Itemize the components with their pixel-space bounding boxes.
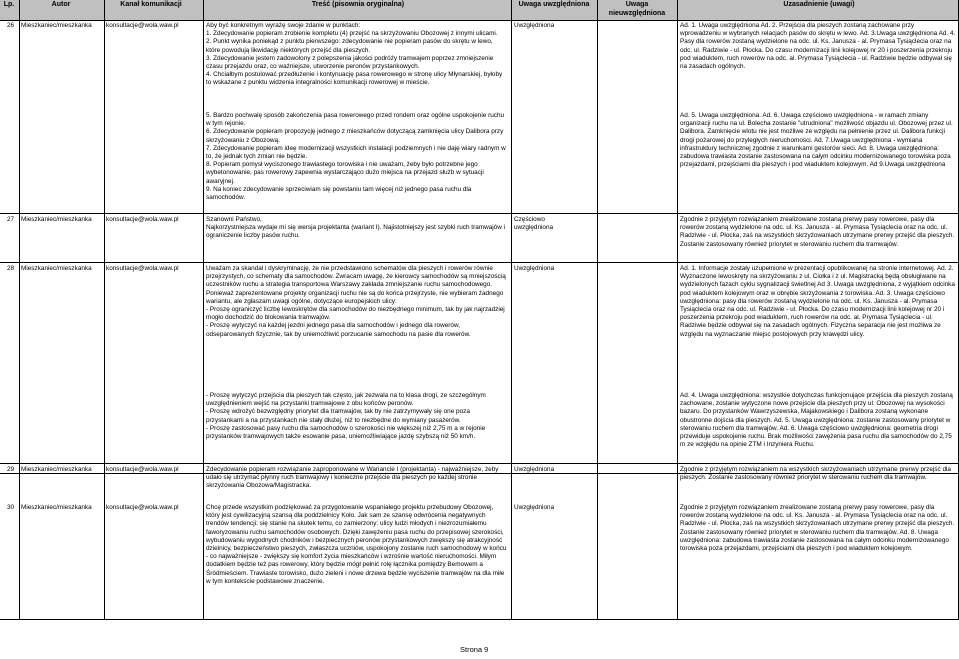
header-uzasadnienie: Uzasadnienie (uwagi) bbox=[783, 1, 855, 8]
row-tresc: Szanowni Państwo, Najkorzystniejsza wydaje mi się wersja projektanta (wariant I). Najistotniejszy jest szybki ruch tramwajów i ograniczenie liczby pasów ruchu. bbox=[206, 216, 506, 240]
grid-line bbox=[597, 0, 598, 619]
header-lp: Lp. bbox=[3, 1, 15, 8]
row-divider bbox=[0, 213, 959, 214]
grid-line bbox=[19, 0, 20, 619]
row-divider bbox=[0, 619, 959, 620]
row-uwaga: Uwzględniona bbox=[514, 504, 555, 511]
row-autor: Mieszkaniec/mieszkanka bbox=[21, 22, 92, 29]
row-lp: 26 bbox=[7, 22, 15, 29]
header-uwaga-uwzgledniona: Uwaga uwzględniona bbox=[518, 1, 590, 8]
grid-line bbox=[203, 0, 204, 619]
grid-line bbox=[104, 0, 105, 619]
row-autor: Mieszkaniec/mieszkanka bbox=[21, 466, 92, 473]
row-uzasadnienie: Zgodnie z przyjętym rozwiązaniem na wszystkich skrzyżowaniach utrzymane prerwy przejść dla pieszych. Zostanie zastosowany również priorytet w sterowaniu ruchem dla tramwajów. bbox=[680, 466, 953, 482]
table-header bbox=[0, 0, 959, 21]
row-uzasadnienie: Ad. 1. Informacje zostały uzupełnione w prezentacji opublikowanej na stronie internetowej. Ad. 2. Wyznaczone lewoskręty na skrzyżowaniu z ul. Ciołka i z ul. Magistracką będą obsługiwane na wydzielonych fazach cyklu sygnalizacji świetlnej Ad 3. Uwaga uwzględniona, z wyjątkiem odcinka pod wiaduktem kolejowym oraz w obrębie skrzyżowania z torowiska. Ad. 3. Uwaga częściowo uwzględniona: pasy dla rowerów zostaną wydzielone na odc. ul. Ks. Janusza - al. Prymasa Tysiąclecia oraz na odc. ul. Radziwie - ul. Płocka. Do czasu modernizacji linii kolejowej nr 20 i poszerzenia przekroju pod wiaduktem, ruch rowerów na odc. al. Prymasa Tysiąclecia - ul. Radziwie będzie odbywał się na zasadach ogólnych. Fizyczna separacja nie jest możliwa ze względu na wyznaczanie miejsc postojowych przy krawędzi ulicy. bbox=[680, 265, 957, 338]
row-uzasadnienie: Zgodnie z przyjętym rozwiązaniem zrealizowane zostaną prerwy pasy rowerowe, pasy dla rowerów zostaną wydzielone na odc. ul. Ks. Janusza - al. Prymasa Tysiąclecia oraz na odc. ul. Radziwie - ul. Płocka, zaś na wszystkich skrzyżowaniach utrzymane prerwy przejść dla pieszych. Zostanie zastosowany również priorytet w sterowaniu ruchem dla tramwajów. Ad. 8. Uwaga uwzględniona: zabudowa trawiasta zostanie zastosowana na całym odcinku modernizowanego torowiska poza przejazdami, przejściami dla pieszych i pod wiaduktem kolejowym. bbox=[680, 504, 956, 553]
row-autor: Mieszkaniec/mieszkanka bbox=[21, 504, 92, 511]
row-kanal: konsultacje@wola.waw.pl bbox=[106, 265, 179, 272]
row-uzasadnienie: Ad. 1. Uwaga uwzględniona Ad. 2. Przejścia dla pieszych zostaną zachowane przy wprowadzeniu w wybranych relacjach pasów do skrętu w lewo. Ad. 3.Uwaga uwzględniona Ad. 4. Pasy dla rowerów zostaną wydzielone na odc. ul. Ks. Janusza - al. Prymasa Tysiąclecia oraz na odc. ul. Radziwie - ul. Płocka. Do czasu modernizacji linii kolejowej nr 20 i poszerzenia przekroju pod wiaduktem, ruch rowerów na odc. al. Prymasa Tysiąclecia - ul. Radziwie będzie odbywał się na zasadach ogólnych. bbox=[680, 22, 958, 71]
row-tresc: Zdecydowanie popieram rozwiązanie zaproponowane w Wariancie I (projektanta) - najważniejsze, żeby udało się utrzymać płynny ruch tramwajowy i konieczne przejście dla pieszych po każdej stronie skrzyżowania Obozowa/Magistracka. bbox=[206, 466, 501, 490]
row-uwaga: Uwzględniona bbox=[514, 22, 555, 29]
row-tresc: Uważam za skandal i dyskryminację, że nie przedstawiono schematów dla pieszych i rowerów równie przejrzystych, co schematy dla samochodów. Zwracam uwagę, że kierowcy samochodów są mniejszością uczestników ruchu a strategia transportowa Warszawy zakłada zmniejszanie ruchu samochodowego. Ponieważ zaprezentowane projekty organizacji ruchu nie są do końca przejrzyste, nie wybieram żadnego wariantu, ale zgłaszam uwagi ogólne, dotyczące europejskich ulicy: - Proszę ograniczyć liczbę lewoskrętów dla samochodów do niezbędnego minimum, tak by jak najrzadziej mogło dochodzić do blokowania tramwajów. - Proszę wytyczyć na każdej jezdni jednego pasa dla samochodów i jednego dla rowerów, odseparowanych fizycznie, tak by uniemożliwić porzucanie samochodu na pasie dla rowerów. bbox=[206, 265, 506, 338]
grid-line bbox=[511, 0, 512, 619]
row-kanal: konsultacje@wola.waw.pl bbox=[106, 466, 179, 473]
row-uzasadnienie-continued: Ad. 4. Uwaga uwzględniona: wszystkie dotychczas funkcjonujące przejścia dla pieszych zostaną zachowane, zostanie wytyczone nowe przejście dla pieszych przy ul. Obozowej na wysokości bazaru. Do przystanków Wawrzyszewska, Majakowskiego i Dalibora zostaną wykonane obustronne dojścia dla pieszych. Ad. 5. Uwaga uwzględniona: zostanie zastosowany priorytet w sterowaniu ruchem dla tramwajów. Ad. 6. Uwaga częściowo uwzględniona: geometria drogi przewiduje uspokojenie ruchu. Brak możliwości zawężenia pasa ruchu dla samochodów do 2,75 m ze względu na opinie ZTM i Inzyniera Ruchu. bbox=[680, 392, 955, 449]
row-divider bbox=[0, 262, 959, 263]
row-lp: 30 bbox=[7, 504, 15, 511]
grid-line bbox=[677, 0, 678, 619]
header-uwaga-nieuwzgledniona: Uwaga nieuwzględniona bbox=[608, 1, 666, 17]
row-tresc: Chcę przede wszystkim podziękować za przygotowanie wspaniałego projektu przebudowy Obozowej, który jest cywilizacyjną szansą dla poddzielnicy Koło. Jak sam ze szansę odwrócenia negatywnych trendów tendencji: się stanie na skutek temu, co zamierzony: ulicy ludzi młodych i niezrozumiałemu faworyzowaniu ruchu samochodów osobowych. Dzięki zawężeniu pasa ruchu do przepisowej szerokości, wybudowaniu wygodnych chodników i bezpiecznych peronów przystankowych zwiększy się atrakcyjność dzielnicy, bezpieczeństwo pieszych, zwłaszcza uczniów, uspokojony zostanie ruch samochodowy w końcu - co najważniejsze - zwiększy się komfort życia mieszkańców i wzrośnie wartość nieruchomości. Miłym dodatkiem będzie też pas rowerowy, który będzie mógł pełnić rolę łącznika pomiędzy Bemowem a Śródmieściem. Trawiaste torowisko, dużo zieleni i nowe drzewa będzie wyciszenie tramwajów na dla miłe w tym kontekście podstawowe znaczenie. bbox=[206, 504, 509, 585]
header-autor: Autor bbox=[51, 1, 71, 8]
row-divider bbox=[0, 463, 959, 464]
row-kanal: konsultacje@wola.waw.pl bbox=[106, 216, 179, 223]
row-autor: Mieszkaniec/mieszkanka bbox=[21, 216, 92, 223]
row-kanal: konsultacje@wola.waw.pl bbox=[106, 22, 179, 29]
row-autor: Mieszkaniec/mieszkanka bbox=[21, 265, 92, 272]
header-kanal: Kanał komunikacji bbox=[120, 1, 182, 8]
row-lp: 29 bbox=[7, 466, 15, 473]
row-uwaga: Częściowo uwzględniona bbox=[514, 216, 554, 232]
row-uwaga: Uwzględniona bbox=[514, 265, 555, 272]
row-lp: 27 bbox=[7, 216, 15, 223]
row-tresc: Aby być konkretnym wyrażę swoje zdanie w punktach: 1. Zdecydowanie popieram zrobienie kompletu (4) przejść na skrzyżowaniu Obozowej z innymi ulicami. 2. Punkt wynika poniekąd z punktu pierwszego: zdecydowanie nie popieram pasów do skrętu w lewo, które powodują likwidację niektórych przejść dla pieszych. 3. Zdecydowanie jestem zadowolony z polepszenia jakości podróży tramwajem poprzez zmniejszenie czasu przejazdu oraz, co ważniejsze, utworzenie peronów przystankowych. 4. Chciałbym postulować przedłużenie i kontynuację pasa rowerowego w stronę ulicy Młynarskiej, byłoby to wskazane z punktu widzenia integralności komunikacji rowerowej w mieście. bbox=[206, 22, 503, 87]
row-uzasadnienie: Zgodnie z przyjętym rozwiązaniem zrealizowane zostaną prerwy pasy rowerowe, pasy dla rowerów zostaną wydzielone na odc. ul. Ks. Janusza - al. Prymasa Tysiąclecia oraz na odc. ul. Radziwie - ul. Płocka, zaś na wszystkich skrzyżowaniach utrzymane prerwy przejść dla pieszych. Zostanie zastosowany również priorytet w sterowaniu ruchem dla tramwajów. bbox=[680, 216, 956, 248]
row-uwaga: Uwzględniona bbox=[514, 466, 555, 473]
row-tresc-continued: - Proszę wytyczyć przejścia dla pieszych tak często, jak zezwala na to klasa drogi, ze szczególnym uwzględnieniem wejść na przystanki tramwajowe z obu końców peronów. - Proszę wdrożyć bezwzględny priorytet dla tramwajów, tak by nie zatrzymywały się one poza przystankami a na przystankach nie stały dłużej, niż to niezbędne do wymiany pasażerów. - Proszę zastosować pasy ruchu dla samochodów o szerokości nie większej niż 2,75 m a w rejonie przystanków tramwajowych także esowanie pasa, uniemożliwiające jazdę szybszą niż 50 km/h. bbox=[206, 392, 486, 441]
header-tresc: Treść (pisownia oryginalna) bbox=[311, 1, 405, 8]
row-uzasadnienie-continued: Ad. 5. Uwaga uwzględniona. Ad. 6. Uwaga częściowo uwzględniona - w ramach zmiany organizacji ruchu na ul. Bolecha zostanie "utrudniona" możliwość objazdu ul. Obozowej przez ul. Dalibora. Zamknięcie wlotu nie jest możliwe ze względu na pełnienie przez ul. Dalibora funkcji drogi pożarowej do przyległych nieruchomości. Ad. 7.Uwaga uwzględniona - wymiana infrastruktury technicznej zgodnie z warunkami gestorów sieci. Ad. 8. Uwaga uwzględniona: zabudowa trawiasta zostanie zastosowana na całym odcinku modernizowanego torowiska poza przejazdami, przejściami dla pieszych i pod wiaduktem kolejowym. Ad 9.Uwaga uwzględniona bbox=[680, 112, 955, 169]
row-kanal: konsultacje@wola.waw.pl bbox=[106, 504, 179, 511]
page-number: Strona 9 bbox=[460, 645, 489, 654]
row-lp: 28 bbox=[7, 265, 15, 272]
row-tresc-continued: 5. Bardzo pochwalę sposób zakończenia pasa rowerowego przed rondem oraz ogólne uspokojenie ruchu w tym rejonie. 6. Zdecydowanie popieram propozycję jednego z mieszkańców dotyczącą zamknięcia ulicy Dalibora przy skrzyżowaniu z Obozową. 7. Zdecydowanie popieram ideę modernizacji wszystkich instalacji podziemnych i nie daję wiary radnym w to, że jednak tych zmian nie będzie. 8. Popieram pomysł wyciszonego trawiastego torowiska i nie uważam, żeby było potrzebne jego wybetonowanie, pas rowerowy zapewnia wystarczająco dużo miejsca na przejazd służb w sytuacji awaryjnej. 9. Na koniec zdecydowanie sprzeciwiam się powstaniu tam więcej niż jednego pasa ruchu dla samochodów. bbox=[206, 112, 506, 202]
